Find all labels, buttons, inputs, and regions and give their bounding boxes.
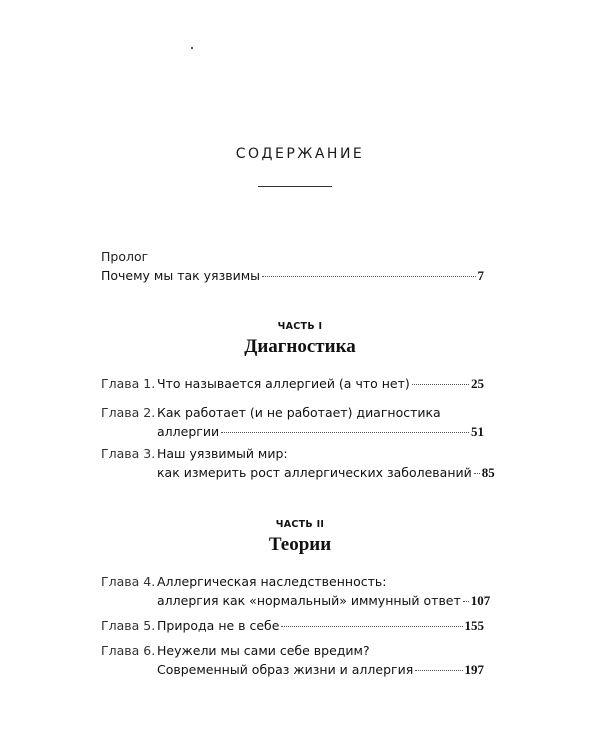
chapter-number: Глава 3. — [101, 446, 156, 461]
part-label: ЧАСТЬ I — [277, 321, 323, 332]
chapter-line — [157, 422, 484, 441]
chapter-title: Наш уязвимый мир: — [157, 446, 288, 461]
chapter-title: Что называется аллергией (а что нет) — [157, 376, 410, 391]
chapter-line — [157, 660, 484, 679]
dot-leader — [463, 601, 469, 602]
page-number: 197 — [464, 662, 484, 677]
dot-leader — [221, 432, 469, 433]
prologue-line — [101, 266, 484, 285]
dot-leader — [474, 473, 480, 474]
dot-leader — [262, 276, 475, 277]
dot-leader — [415, 670, 462, 671]
chapter-title: Как работает (и не работает) диагностика — [157, 405, 441, 420]
page-number: 7 — [477, 268, 484, 283]
chapter-title-continued: как измерить рост аллергических заболеваний — [157, 465, 472, 480]
chapter-entry — [101, 641, 484, 679]
chapter-line — [157, 616, 484, 635]
chapter-number: Глава 1. — [101, 376, 156, 391]
chapter-number: Глава 2. — [101, 405, 156, 420]
chapter-line — [157, 374, 484, 393]
chapter-line — [157, 641, 484, 660]
chapter-title-continued: аллергия как «нормальный» иммунный ответ — [157, 593, 461, 608]
chapter-title: Природа не в себе — [157, 618, 280, 633]
chapter-number: Глава 5. — [101, 618, 156, 633]
page-number: 155 — [464, 618, 484, 633]
chapter-entry — [101, 374, 484, 393]
page-number: 25 — [471, 376, 484, 391]
chapter-title-continued: Современный образ жизни и аллергия — [157, 662, 414, 677]
part-label: ЧАСТЬ II — [275, 519, 325, 530]
chapter-entry — [101, 403, 484, 441]
chapter-line — [157, 463, 495, 482]
dot-leader — [412, 384, 469, 385]
page-number: 85 — [481, 465, 495, 480]
prologue-entry — [101, 248, 484, 285]
dot-leader — [281, 626, 462, 627]
page-number: 107 — [470, 593, 491, 608]
chapter-line — [157, 444, 484, 463]
toc-title: СОДЕРЖАНИЕ — [235, 146, 365, 162]
chapter-line — [157, 403, 484, 422]
part-title: Диагностика — [244, 336, 356, 357]
prologue-label: Пролог — [101, 249, 149, 264]
chapter-title-continued: аллергии — [157, 424, 220, 439]
prologue-title: Почему мы так уязвимы — [101, 268, 261, 283]
print-speck — [191, 47, 193, 49]
chapter-entry — [101, 572, 491, 610]
chapter-number: Глава 4. — [101, 574, 156, 589]
chapter-line — [157, 591, 491, 610]
chapter-number: Глава 6. — [101, 643, 156, 658]
page-number: 51 — [471, 424, 484, 439]
chapter-line — [157, 572, 484, 591]
chapter-entry — [101, 444, 495, 482]
part-title: Теории — [268, 534, 332, 555]
chapter-entry — [101, 616, 484, 635]
chapter-title: Неужели мы сами себе вредим? — [157, 643, 370, 658]
chapter-title: Аллергическая наследственность: — [157, 574, 387, 589]
title-rule — [258, 186, 332, 187]
